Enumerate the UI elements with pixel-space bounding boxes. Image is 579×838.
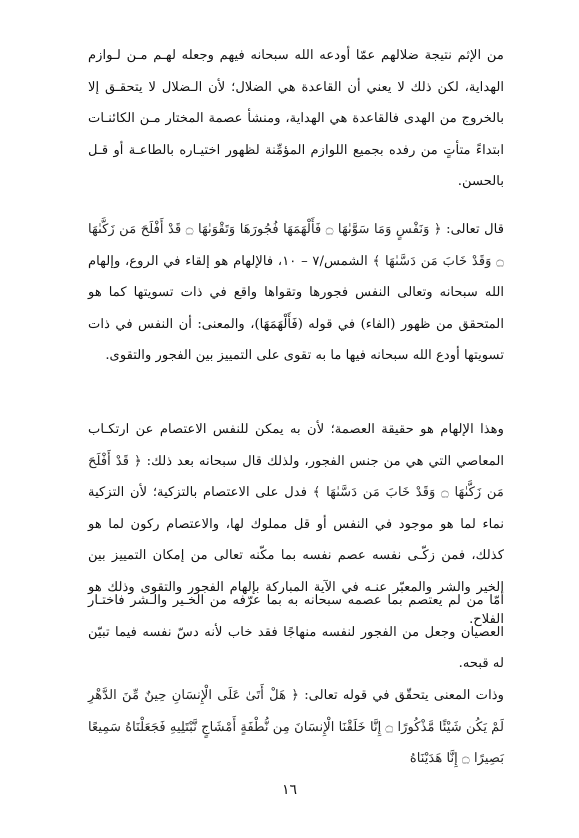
- page-number: ١٦: [281, 782, 298, 798]
- paragraph-5: [88, 680, 504, 775]
- paragraph-1: [88, 40, 504, 198]
- paragraph-2-text: الشمس/٧ – ١٠، فالإلهام هو إلقاء في الروع، وإلهام الله سبحانه وتعالى النفس فجورها وتقواها واقع في ذات تسويتها كما هو المتحقق من ظهور (الفاء) في قوله (فَأَلْهَمَهَا)، والمعنى: أن النفس في ذات تسويتها أودع الله سبحانه فيها ما به تقوى على التمييز بين الفجور والتقوى.: [88, 253, 504, 364]
- paragraph-2-prefix: قال تعالى:: [446, 222, 504, 237]
- quran-verse-aflaha: ﴿ قَدْ أَفْلَحَ مَن زَكَّىٰهَا ۝ وَقَدْ خَابَ مَن دَسَّىٰهَا ﴾: [88, 453, 505, 501]
- paragraph-4-text: أمّا من لم يعتصم بما عصمه سبحانه به بما عرّفه من الخـير والـشر فاختـار العصيان وجعل من الفجور لنفسه منهاجًا فقد خاب لأنه دسّ نفسه فيما تبيّن له قبحه.: [88, 593, 504, 672]
- quran-verse-shams: ﴿ وَنَفْسٍ وَمَا سَوَّىٰهَا ۝ فَأَلْهَمَهَا فُجُورَهَا وَتَقْوَىٰهَا ۝ قَدْ أَفْلَحَ مَن زَكَّىٰهَا ۝ وَقَدْ خَابَ مَن دَسَّىٰهَا ﴾: [88, 222, 504, 269]
- paragraph-5-prefix: وذات المعنى يتحقّق في قوله تعالى:: [304, 688, 504, 703]
- paragraph-3-text-b: فدل على الاعتصام بالتزكية؛ لأن التزكية نماء لما هو موجود في النفس أو قل مملوك لها، والاعتصام ركون لما هو كذلك، فمن زكّـى نفسه عصم نفسه بما مكّنه تعالى من إمكان التمييز بين الخير والشر والمعبّر عنـه في الآية المباركة بإلهام الفجور والتقوى وذلك هو الفلاح.: [88, 485, 504, 627]
- paragraph-3-text-a: وهذا الإلهام هو حقيقة العصمة؛ لأن به يمكن للنفس الاعتصام عن ارتكـاب المعاصي التي هي من جنس الفجور، ولذلك قال سبحانه بعد ذلك:: [88, 422, 504, 469]
- paragraph-4: [88, 585, 504, 680]
- quran-verse-insan: ﴿ هَلْ أَتَىٰ عَلَى الْإِنسَانِ حِينٌ مِّنَ الدَّهْرِ لَمْ يَكُن شَيْئًا مَّذْكُورًا ۝ إِنَّا خَلَقْنَا الْإِنسَانَ مِن نُّطْفَةٍ أَمْشَاجٍ نَّبْتَلِيهِ فَجَعَلْنَاهُ سَمِيعًا بَصِيرًا ۝ إِنَّا هَدَيْنَاهُ: [88, 688, 504, 767]
- paragraph-1-text: من الإثم نتيجة ضلالهم عمّا أودعه الله سبحانه فيهم وجعله لهـم مـن لـوازم الهداية، لكن ذلك لا يعني أن القاعدة هي الضلال؛ لأن الـضلال لا يتحقـق إلا بالخروج من الهدى فالقاعدة هي الهداية، ومنشأ عصمة المختار مـن الكائنـات ابتداءً متأتٍ من رفده بجميع اللوازم المؤمِّنة لظهور اختيـاره بالطاعـة أو قـل بالحسن.: [88, 48, 504, 190]
- paragraph-2: [88, 214, 504, 372]
